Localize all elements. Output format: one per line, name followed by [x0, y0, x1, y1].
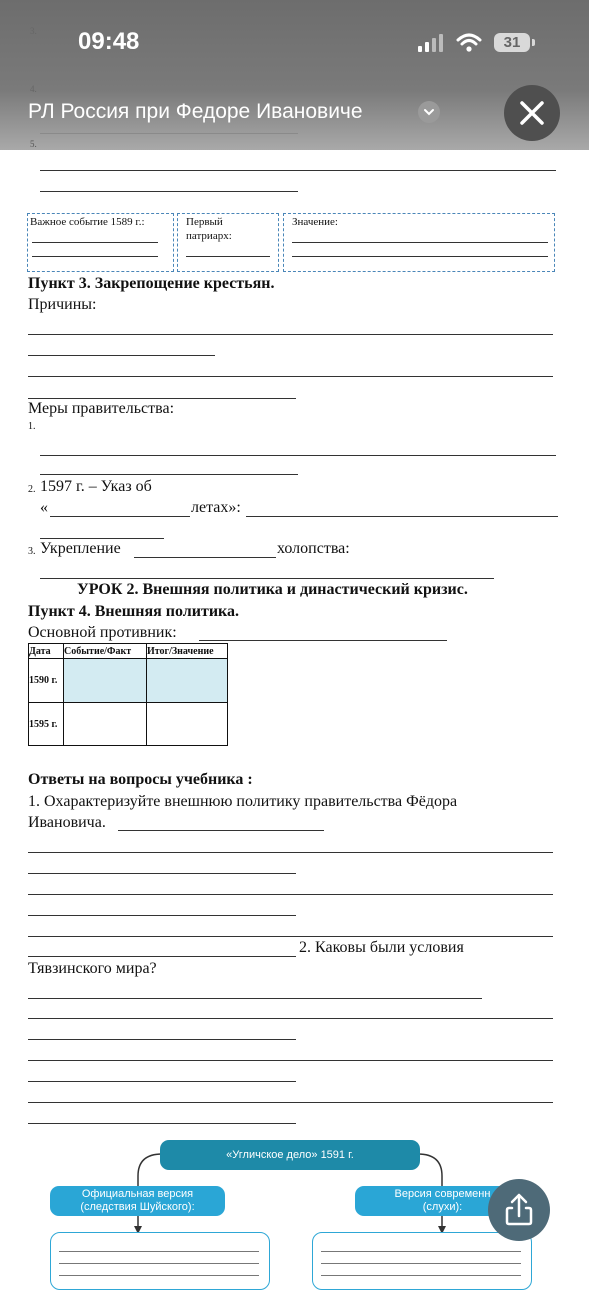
answer-line	[118, 830, 324, 831]
question-2-cont: Тявзинского мира?	[28, 960, 157, 977]
table-header: Итог/Значение	[147, 644, 228, 659]
table-header: Дата	[29, 644, 64, 659]
section-3-title: Пункт 3. Закрепощение крестьян.	[28, 275, 275, 292]
official-version-answer-box	[50, 1232, 270, 1290]
chevron-down-icon[interactable]	[418, 101, 440, 123]
answer-line	[28, 956, 296, 957]
answer-line	[28, 915, 296, 916]
close-button[interactable]	[504, 85, 560, 141]
question-1: 1. Охарактеризуйте внешнюю политику правительства Фёдора	[28, 793, 458, 810]
serfdom-text: холопства:	[277, 540, 350, 557]
answer-line	[28, 894, 553, 895]
main-enemy-label: Основной противник:	[28, 624, 177, 641]
item-number: 4.	[30, 84, 37, 94]
table-cell[interactable]	[64, 659, 147, 703]
table-cell[interactable]	[147, 659, 228, 703]
table-cell[interactable]	[64, 703, 147, 746]
battery-tip	[532, 39, 535, 46]
answer-line	[134, 557, 276, 558]
meaning-box	[283, 213, 555, 272]
official-version-box	[50, 1186, 225, 1216]
battery-indicator: 31	[494, 33, 530, 52]
measures-label: Меры правительства:	[28, 400, 175, 417]
answer-line	[28, 852, 553, 853]
signal-icon	[418, 34, 448, 52]
answer-line	[28, 1018, 553, 1019]
item-number: 3.	[28, 546, 36, 557]
point-4-title: Пункт 4. Внешняя политика.	[28, 603, 240, 620]
answer-line	[28, 1060, 553, 1061]
answer-line	[246, 516, 558, 517]
answer-line	[28, 376, 553, 377]
status-time: 09:48	[78, 28, 140, 55]
table-date-cell: 1590 г.	[29, 659, 64, 703]
document-title[interactable]: РЛ Россия при Федоре Ивановиче	[28, 100, 363, 123]
answer-line	[40, 170, 556, 171]
years-text: летах»:	[191, 499, 241, 516]
close-icon	[504, 85, 560, 141]
reasons-label: Причины:	[28, 296, 97, 313]
answer-line	[28, 1123, 296, 1124]
share-icon	[488, 1179, 550, 1241]
foreign-policy-table	[28, 643, 228, 746]
event-label: Важное событие 1589 г.:	[30, 216, 145, 228]
answer-line	[199, 640, 447, 641]
answer-line	[40, 578, 494, 579]
patriarch-label-1: Первый	[186, 216, 223, 228]
contemporary-version-sub: (слухи):	[422, 1201, 463, 1213]
table-date-cell: 1595 г.	[29, 703, 64, 746]
item-number: 2.	[28, 484, 36, 495]
answer-line	[28, 1102, 553, 1103]
answer-line	[40, 191, 298, 192]
table-cell[interactable]	[147, 703, 228, 746]
answers-title: Ответы на вопросы учебника :	[28, 771, 253, 788]
meaning-label: Значение:	[292, 216, 338, 228]
strengthening-text: Укрепление	[40, 540, 121, 557]
answer-line	[28, 936, 553, 937]
answer-line	[28, 998, 482, 999]
answer-line	[28, 1081, 296, 1082]
answer-line	[40, 538, 164, 539]
event-box	[27, 213, 174, 272]
viewer-header-overlay	[0, 0, 589, 150]
answer-line	[28, 398, 296, 399]
answer-line	[50, 516, 190, 517]
table-header: Событие/Факт	[64, 644, 147, 659]
answer-line	[40, 474, 298, 475]
decree-text: 1597 г. – Указ об	[40, 478, 152, 495]
quote-open: «	[40, 499, 48, 516]
uglich-case-title: «Угличское дело» 1591 г.	[160, 1140, 420, 1170]
answer-line	[40, 455, 556, 456]
patriarch-box	[177, 213, 279, 272]
answer-line	[28, 334, 553, 335]
official-version-label: Официальная версия	[81, 1188, 194, 1200]
answer-line	[28, 873, 296, 874]
question-1-cont: Ивановича.	[28, 814, 106, 831]
share-button[interactable]	[488, 1179, 550, 1241]
lesson-2-title: УРОК 2. Внешняя политика и династический кризис.	[77, 581, 468, 598]
contemporary-version-label: Версия современн	[394, 1188, 491, 1200]
wifi-icon	[456, 33, 482, 53]
official-version-sub: (следствия Шуйского):	[80, 1201, 195, 1213]
item-number: 5.	[30, 139, 37, 149]
answer-line	[28, 1039, 296, 1040]
patriarch-label-2: патриарх:	[186, 230, 232, 242]
answer-line	[28, 355, 215, 356]
question-2: 2. Каковы были условия	[299, 939, 464, 956]
item-number: 1.	[28, 421, 36, 432]
item-number: 3.	[30, 26, 37, 36]
